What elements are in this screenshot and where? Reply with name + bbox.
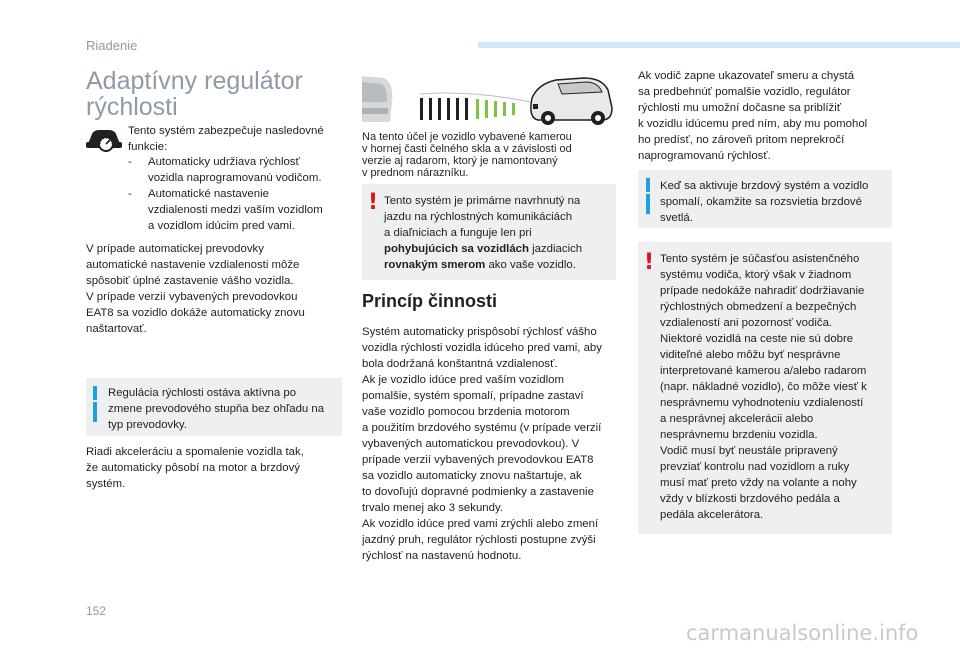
overtake-paragraph: Ak vodič zapne ukazovateľ smeru a chystá sa predbehnúť pomalšie vozidlo, regulátor rýchlosti mu umožní dočasne sa priblížiť k vozidlu idúcemu pred ním, aby mu pomohol ho predísť, no zároveň pritom neprekročí naprogramovanú rýchlosť.	[638, 70, 868, 162]
warning-exclamation-icon: !	[368, 190, 379, 215]
warning-text-2: Tento systém je súčasťou asistenčného systému vodiča, ktorý však v žiadnom prípade nedokáže nahradiť dodržiavanie rýchlostných obmedzení a bezpečných vzdialeností ani pozornosť vodiča. Niektoré vozidlá na ceste nie sú dobre viditeľné alebo môžu byť nesprávne interpretované kamerou a/alebo radarom (napr. nákladné vozidlo), čo môže viesť k nesprávnemu vyhodnoteniu vzdialeností a nesprávnej akcelerácii alebo nesprávnemu brzdeniu vozidla. Vodič musí byť neustále pripravený prevziať kontrolu nad vozidlom a ruky musí mať preto vždy na volante a nohy vždy v blízkosti brzdového pedála a pedála akcelerátora.	[660, 253, 867, 521]
bullet-dash-2: -	[128, 188, 132, 200]
info-note-box	[86, 378, 342, 436]
watermark: carmanualsonline.info	[686, 621, 919, 645]
info-note-text-2: Keď sa aktivuje brzdový systém a vozidlo spomalí, okamžite sa rozsvietia brzdové svetlá.	[660, 180, 869, 224]
auto-gearbox-paragraph: V prípade automatickej prevodovky automatické nastavenie vzdialenosti môže spôsobiť úplné zastavenie vášho vozidla. V prípade verzií vybavených prevodovkou EAT8 sa vozidlo dokáže automaticky znovu naštartovať.	[86, 243, 305, 335]
warning-text-1-mid: jazdiacich	[528, 243, 583, 255]
warning-text-1-end: ako vaše vozidlo.	[485, 259, 576, 271]
section-label: Riadenie	[86, 38, 138, 53]
page-title: Adaptívny regulátor rýchlosti	[86, 67, 303, 121]
info-bar-icon-2-lower	[646, 194, 650, 214]
bullet-dash-1: -	[128, 156, 132, 168]
info-bar-icon-lower	[93, 402, 97, 422]
warning-exclamation-icon-2: !	[644, 250, 655, 275]
info-note-text: Regulácia rýchlosti ostáva aktívna po zmene prevodového stupňa bez ohľadu na typ prevodovky.	[108, 387, 325, 431]
camera-caption: Na tento účel je vozidlo vybavené kamerou v hornej časti čelného skla a v závislosti od verzie aj radarom, ktorý je namontovaný v prednom nárazníku.	[362, 131, 572, 179]
bullet-text-1: Automaticky udržiava rýchlosť vozidla naprogramovanú vodičom.	[148, 156, 322, 184]
page-number: 152	[86, 604, 107, 618]
warning-text-1-bold2: rovnakým smerom	[384, 259, 486, 271]
info-bar-icon	[93, 386, 97, 400]
control-paragraph: Riadi akceleráciu a spomalenie vozidla tak, že automaticky pôsobí na motor a brzdový systém.	[86, 446, 304, 490]
info-bar-icon-2	[646, 178, 650, 192]
warning-box-1	[362, 184, 616, 280]
bullet-text-2: Automatické nastavenie vzdialenosti medzi vaším vozidlom a vozidlom idúcim pred vami.	[148, 188, 323, 232]
warning-text-1-bold1: pohybujúcich sa vozidlách	[384, 243, 529, 255]
principle-body: Systém automaticky prispôsobí rýchlosť vášho vozidla rýchlosti vozidla idúceho pred vami, aby bola dodržaná konštantná vzdialenosť. Ak je vozidlo idúce pred vaším vozidlom pomalšie, systém spomalí, prípadne zastaví vaše vozidlo pomocou brzdenia motorom a použitím brzdového systému (v prípade verzií vybavených automatickou prevodovkou). V prípade verzií vybavených prevodovkou EAT8 sa vozidlo automaticky znovu naštartuje, ak to dovoľujú dopravné podmienky a zastavenie trvalo menej ako 3 sekundy. Ak vozidlo idúce pred vami zrýchli alebo zmení jazdný pruh, regulátor rýchlosti postupne zvýši rýchlosť na nastavenú hodnotu.	[362, 326, 602, 562]
car-radar-illustration	[362, 68, 616, 128]
principle-heading: Princíp činnosti	[362, 291, 498, 311]
warning-text-1	[384, 193, 614, 273]
speedometer-car-icon	[86, 124, 122, 152]
header-bar	[478, 42, 960, 48]
warning-box-2	[638, 242, 892, 534]
intro-text: Tento systém zabezpečuje nasledovné funkcie:	[128, 125, 324, 153]
info-note-box-2	[638, 170, 892, 228]
warning-text-1-start: Tento systém je primárne navrhnutý na jazdu na rýchlostných komunikáciách a diaľniciach a funguje len pri	[384, 195, 581, 239]
